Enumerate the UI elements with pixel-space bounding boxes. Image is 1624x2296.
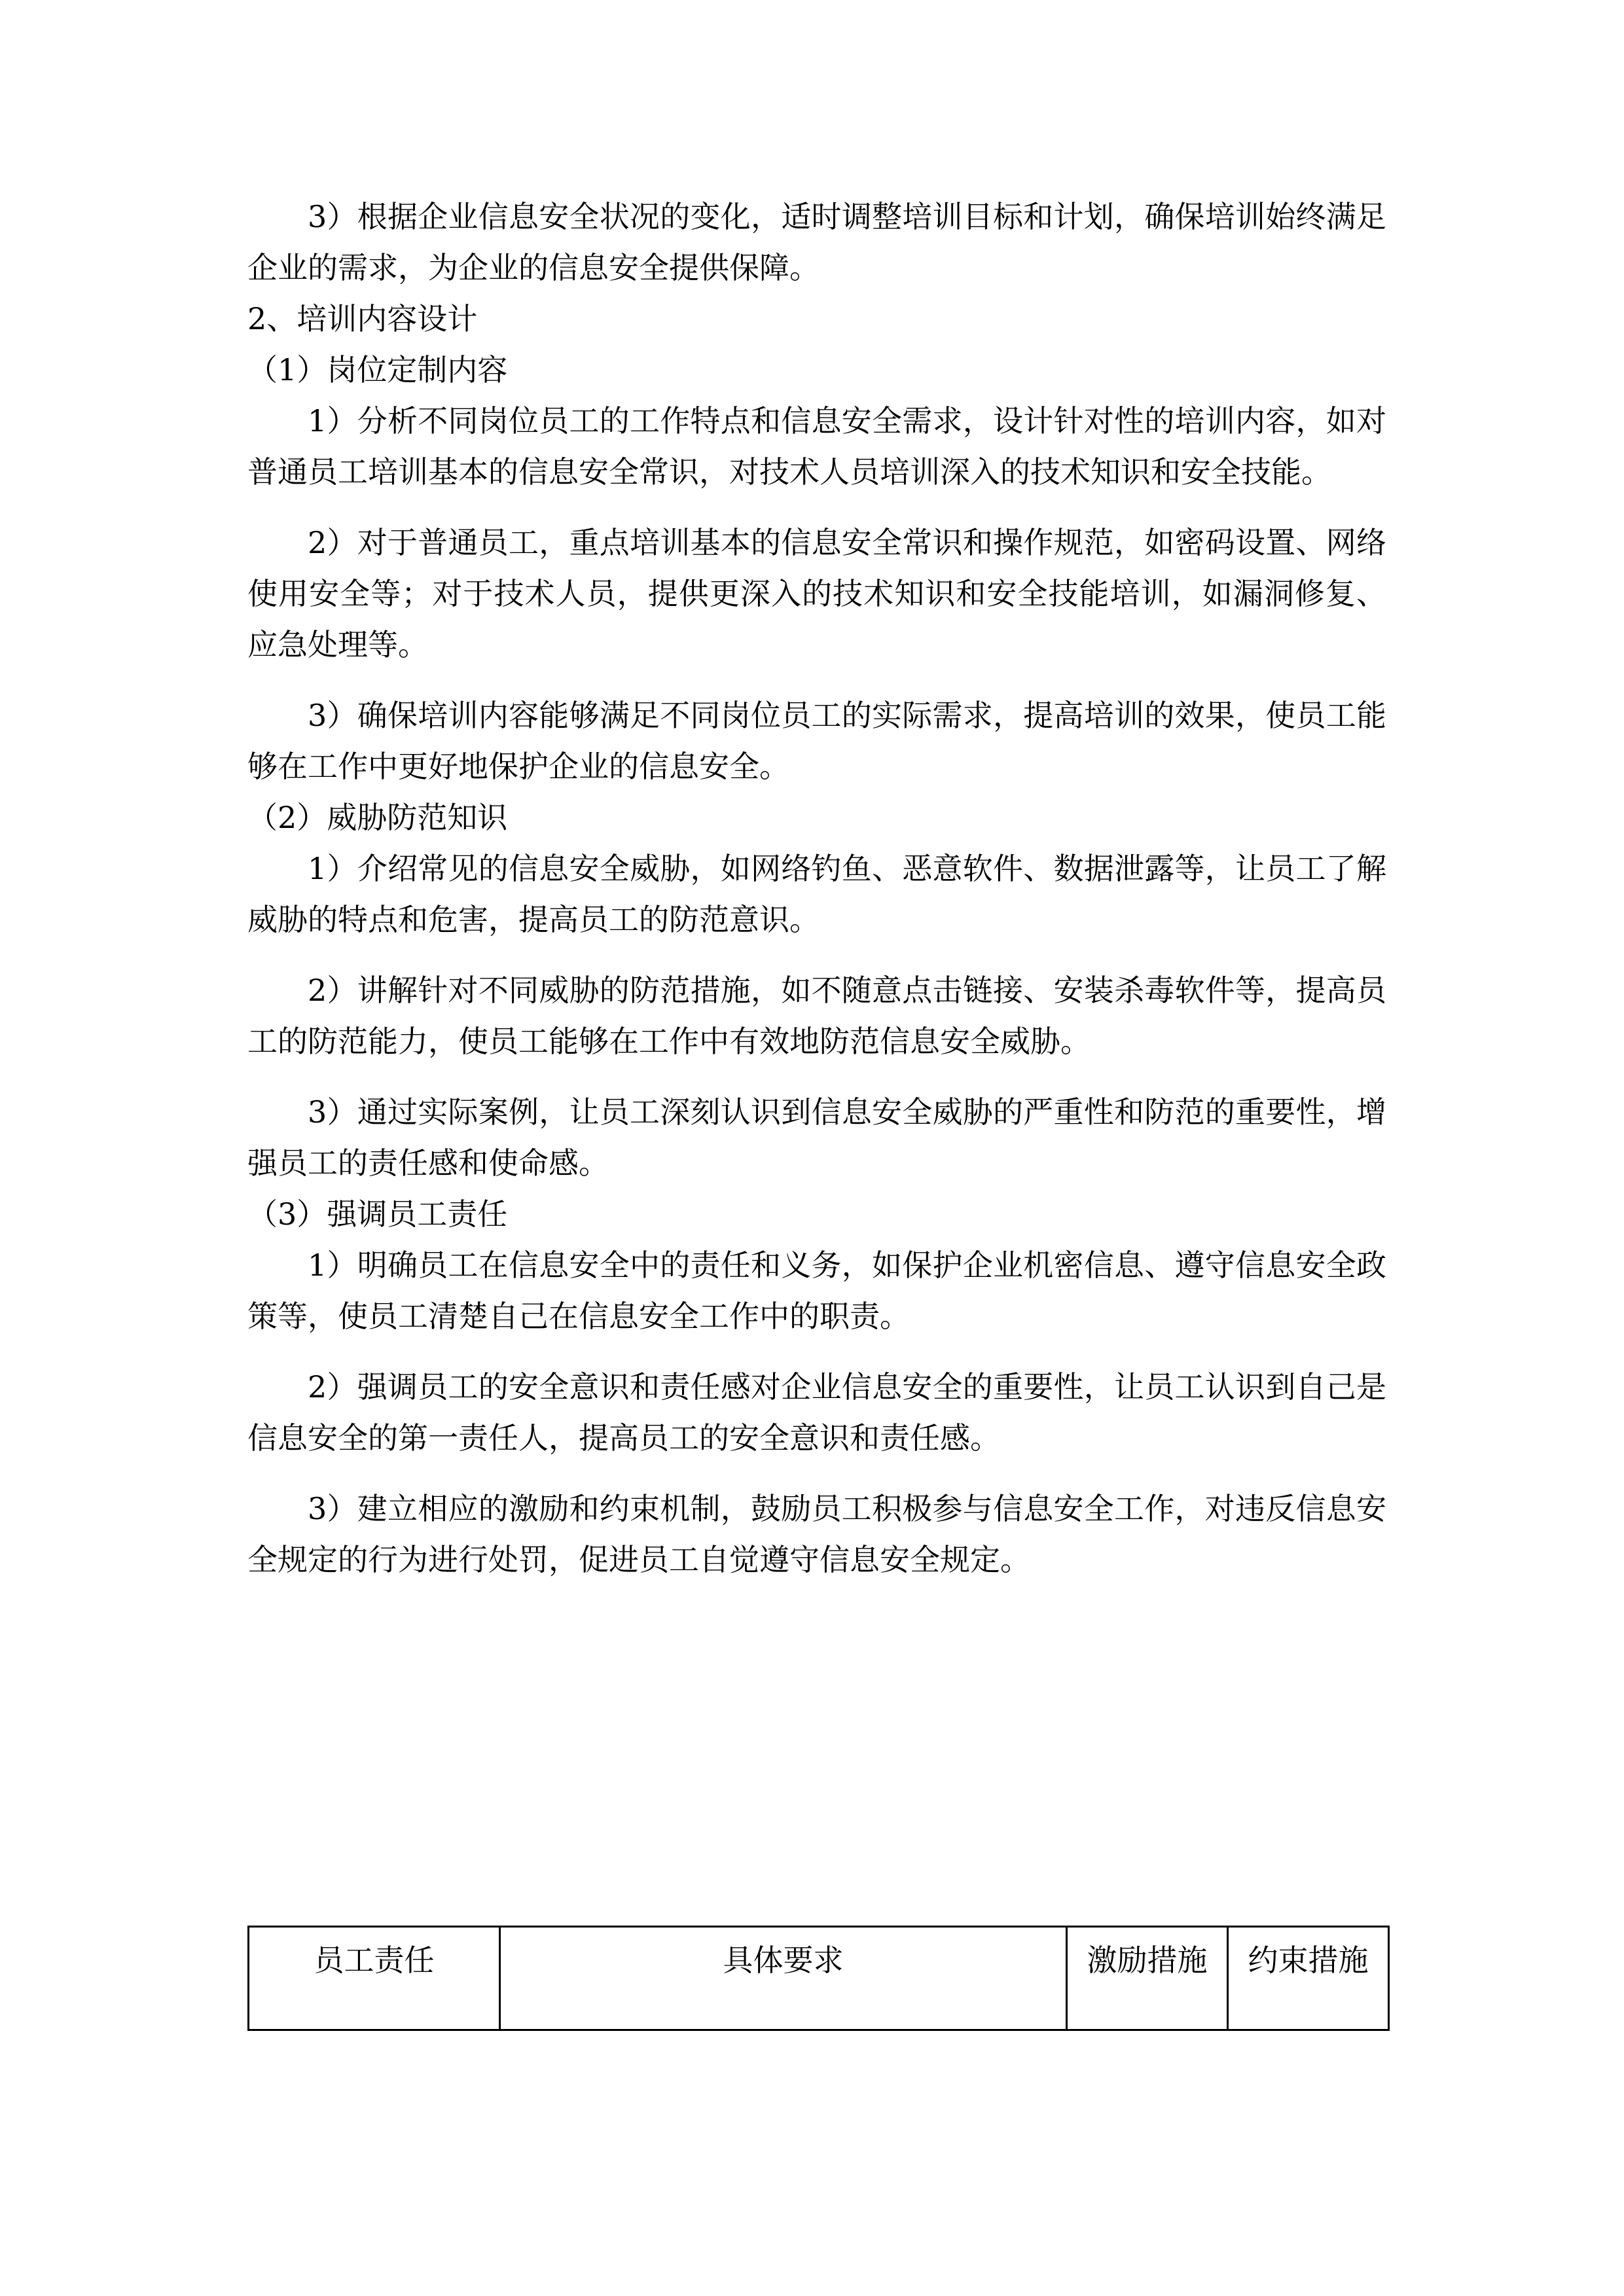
paragraph-s2-p1: 1）介绍常见的信息安全威胁，如网络钓鱼、恶意软件、数据泄露等，让员工了解威胁的特点和危害，提高员工的防范意识。 [247,851,1386,937]
subheading-1: （1）岗位定制内容 [247,352,508,387]
paragraph-s3-p1: 1）明确员工在信息安全中的责任和义务，如保护企业机密信息、遵守信息安全政策等，使员工清楚自己在信息安全工作中的职责。 [247,1247,1386,1334]
paragraph-s1-p1: 1）分析不同岗位员工的工作特点和信息安全需求，设计针对性的培训内容，如对普通员工培训基本的信息安全常识，对技术人员培训深入的技术知识和安全技能。 [247,403,1386,490]
paragraph-s2-p2: 2）讲解针对不同威胁的防范措施，如不随意点击链接、安装杀毒软件等，提高员工的防范能力，使员工能够在工作中有效地防范信息安全威胁。 [247,973,1386,1059]
subheading-2: （2）威胁防范知识 [247,800,508,835]
header-cell-incentives: 激励措施 [1067,1927,1228,2030]
document-body [247,191,1386,1585]
responsibility-table [247,1926,1390,2031]
header-cell-requirements: 具体要求 [500,1927,1067,2030]
paragraph-s2-p3: 3）通过实际案例，让员工深刻认识到信息安全威胁的严重性和防范的重要性，增强员工的责任感和使命感。 [247,1094,1386,1181]
table-header-row [249,1927,1389,2030]
header-cell-constraints: 约束措施 [1228,1927,1389,2030]
subheading-3: （3）强调员工责任 [247,1196,508,1232]
section-heading-2: 2、培训内容设计 [247,301,478,336]
paragraph-s3-p2: 2）强调员工的安全意识和责任感对企业信息安全的重要性，让员工认识到自己是信息安全的第一责任人，提高员工的安全意识和责任感。 [247,1369,1386,1456]
paragraph-s1-p2: 2）对于普通员工，重点培训基本的信息安全常识和操作规范，如密码设置、网络使用安全等；对于技术人员，提供更深入的技术知识和安全技能培训，如漏洞修复、应急处理等。 [247,525,1386,662]
paragraph-p1: 3）根据企业信息安全状况的变化，适时调整培训目标和计划，确保培训始终满足企业的需求，为企业的信息安全提供保障。 [247,199,1386,285]
header-cell-responsibility: 员工责任 [249,1927,500,2030]
paragraph-s3-p3: 3）建立相应的激励和约束机制，鼓励员工积极参与信息安全工作，对违反信息安全规定的行为进行处罚，促进员工自觉遵守信息安全规定。 [247,1491,1386,1577]
paragraph-s1-p3: 3）确保培训内容能够满足不同岗位员工的实际需求，提高培训的效果，使员工能够在工作中更好地保护企业的信息安全。 [247,698,1386,784]
